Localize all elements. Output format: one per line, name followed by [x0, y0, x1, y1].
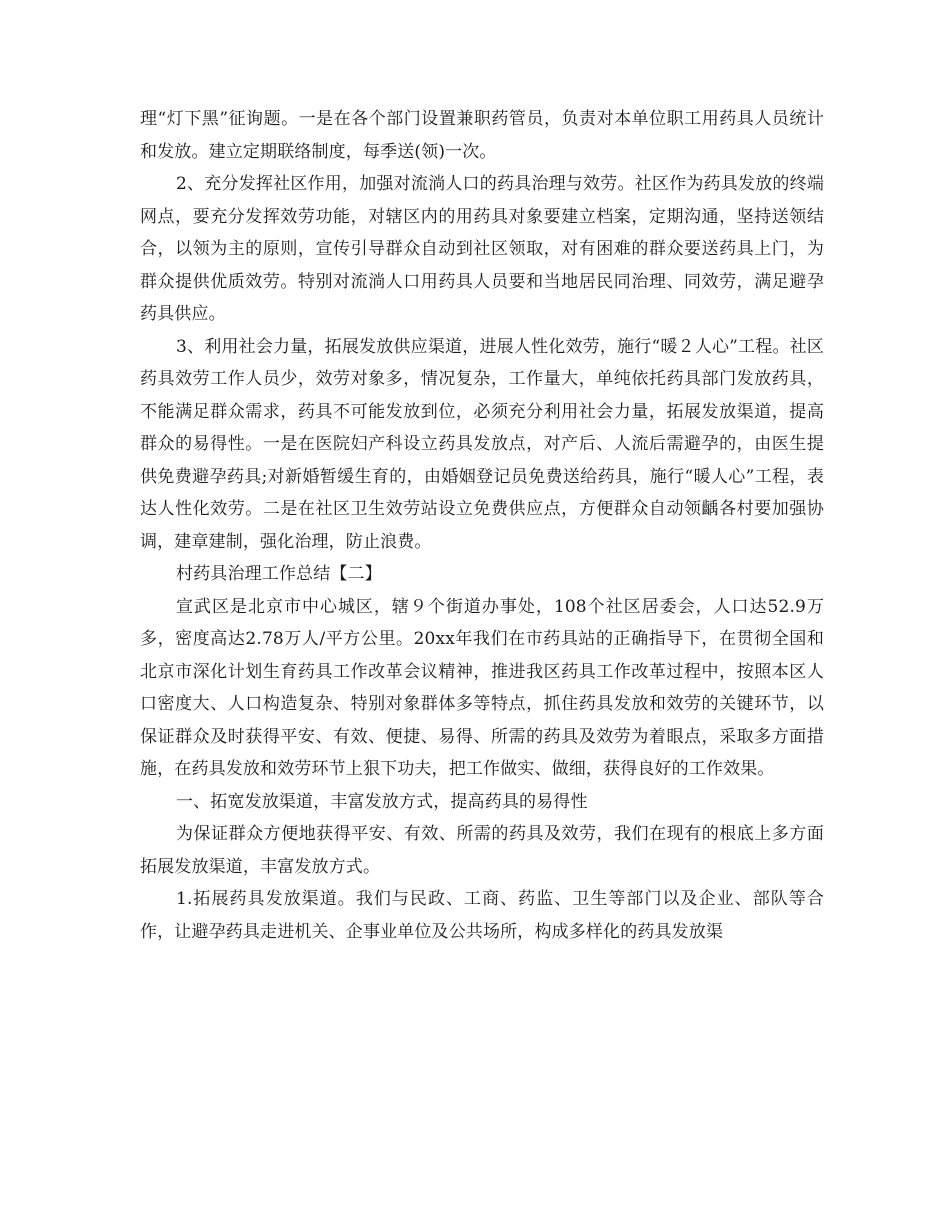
paragraph-expand-channels: 1.拓展药具发放渠道。我们与民政、工商、药监、卫生等部门以及企业、部队等合作，让避孕药具走进机关、企事业单位及公共场所，构成多样化的药具发放渠	[140, 889, 824, 942]
section-heading: 村药具治理工作总结【二】	[176, 564, 382, 584]
subsection-heading: 一、拓宽发放渠道，丰富发放方式，提高药具的易得性	[176, 791, 588, 812]
paragraph-continuation: 理“灯下黑”征询题。一是在各个部门设置兼职药管员，负责对本单位职工用药具人员统计和发放。建立定期联络制度，每季送(领)一次。	[140, 109, 824, 162]
paragraph-district-overview: 宣武区是北京市中心城区，辖９个街道办事处，108个社区居委会，人口达52.9万多，密度高达2.78万人/平方公里。20xx年我们在市药具站的正确指导下，在贯彻全国和北京市深化计划生育药具工作改革会议精神，推进我区药具工作改革过程中，按照本区人口密度大、人口构造复杂、特别对象群体多等特点，抓住药具发放和效劳的关键环节，以保证群众及时获得平安、有效、便捷、易得、所需的药具及效劳为着眼点，采取多方面措施，在药具发放和效劳环节上狠下功夫，把工作做实、做细，获得良好的工作效果。	[140, 596, 824, 779]
paragraph-community-role: 2、充分发挥社区作用，加强对流淌人口的药具治理与效劳。社区作为药具发放的终端网点，要充分发挥效劳功能，对辖区内的用药具对象要建立档案，定期沟通，坚持送领结合，以领为主的原则，宣传引导群众自动到社区领取，对有困难的群众要送药具上门，为群众提供优质效劳。特别对流淌人口用药具人员要和当地居民同治理、同效劳，满足避孕药具供应。	[140, 174, 824, 324]
paragraph-social-forces: 3、利用社会力量，拓展发放供应渠道，进展人性化效劳，施行“暖２人心”工程。社区药具效劳工作人员少，效劳对象多，情况复杂，工作量大，单纯依托药具部门发放药具，不能满足群众需求，药具不可能发放到位，必须充分利用社会力量，拓展发放渠道，提高群众的易得性。一是在医院妇产科设立药具发放点，对产后、人流后需避孕的，由医生提供免费避孕药具;对新婚暂缓生育的，由婚姻登记员免费送给药具，施行“暖人心”工程，表达人性化效劳。二是在社区卫生效劳站设立免费供应点，方便群众自动领齲各村要加强协调，建章建制，强化治理，防止浪费。	[140, 336, 824, 552]
paragraph-intro: 为保证群众方便地获得平安、有效、所需的药具及效劳，我们在现有的根底上多方面拓展发放渠道，丰富发放方式。	[140, 824, 824, 877]
document-body	[140, 103, 824, 948]
